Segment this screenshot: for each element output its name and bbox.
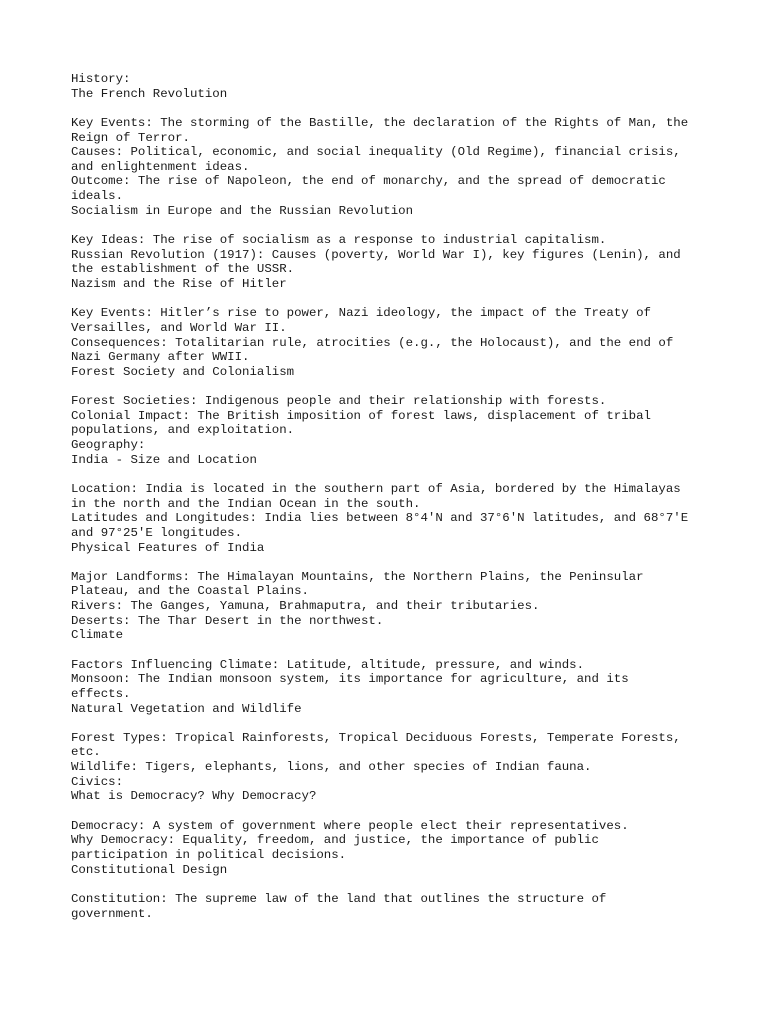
text-line: populations, and exploitation. — [71, 423, 295, 438]
text-line: participation in political decisions. — [71, 847, 347, 862]
blank-line — [71, 467, 731, 482]
text-line: and enlightenment ideas. — [71, 159, 250, 174]
text-line: Physical Features of India — [71, 540, 265, 555]
text-line: History: — [71, 72, 131, 86]
text-line: India - Size and Location — [71, 452, 257, 467]
text-line: Latitudes and Longitudes: India lies between 8°4'N and 37°6'N latitudes, and 68°7'E — [71, 511, 689, 526]
text-line: Nazi Germany after WWII. — [71, 350, 250, 365]
text-line: Causes: Political, economic, and social inequality (Old Regime), financial crisis, — [71, 145, 681, 160]
text-line: Versailles, and World War II. — [71, 320, 287, 335]
blank-line — [71, 218, 731, 233]
blank-line — [71, 643, 731, 658]
text-line: Monsoon: The Indian monsoon system, its importance for agriculture, and its — [71, 672, 629, 687]
text-line: What is Democracy? Why Democracy? — [71, 789, 317, 804]
text-line: Democracy: A system of government where people elect their representatives. — [71, 818, 629, 833]
text-line: Factors Influencing Climate: Latitude, altitude, pressure, and winds. — [71, 657, 585, 672]
text-line: Nazism and the Rise of Hitler — [71, 276, 287, 291]
text-line: The French Revolution — [71, 86, 228, 101]
text-line: Consequences: Totalitarian rule, atrocities (e.g., the Holocaust), and the end of — [71, 335, 674, 350]
text-line: Wildlife: Tigers, elephants, lions, and other species of Indian fauna. — [71, 760, 592, 775]
text-line: and 97°25'E longitudes. — [71, 525, 243, 540]
text-line: Deserts: The Thar Desert in the northwest. — [71, 613, 384, 628]
blank-line — [71, 804, 731, 819]
text-line: Reign of Terror. — [71, 130, 190, 145]
text-line: Rivers: The Ganges, Yamuna, Brahmaputra, and their tributaries. — [71, 599, 540, 614]
text-line: etc. — [71, 745, 101, 760]
text-line: Natural Vegetation and Wildlife — [71, 701, 302, 716]
text-line: ideals. — [71, 189, 124, 204]
blank-line — [71, 292, 731, 307]
document-body — [71, 72, 731, 921]
text-line: Climate — [71, 628, 124, 643]
text-line: Geography: — [71, 438, 146, 453]
text-line: the establishment of the USSR. — [71, 262, 295, 277]
text-line: Outcome: The rise of Napoleon, the end of monarchy, and the spread of democratic — [71, 174, 666, 189]
text-line: Key Events: The storming of the Bastille, the declaration of the Rights of Man, the — [71, 115, 689, 130]
text-line: Location: India is located in the southern part of Asia, bordered by the Himalayas — [71, 481, 681, 496]
blank-line — [71, 716, 731, 731]
text-line: Major Landforms: The Himalayan Mountains, the Northern Plains, the Peninsular — [71, 569, 644, 584]
text-line: Plateau, and the Coastal Plains. — [71, 584, 309, 599]
text-line: Why Democracy: Equality, freedom, and justice, the importance of public — [71, 833, 599, 848]
text-line: Forest Types: Tropical Rainforests, Tropical Deciduous Forests, Temperate Forests, — [71, 730, 681, 745]
blank-line — [71, 877, 731, 892]
text-line: in the north and the Indian Ocean in the south. — [71, 496, 421, 511]
text-line: effects. — [71, 686, 131, 701]
text-line: Forest Societies: Indigenous people and their relationship with forests. — [71, 394, 607, 409]
blank-line — [71, 101, 731, 116]
text-line: Socialism in Europe and the Russian Revolution — [71, 203, 414, 218]
text-line: Constitution: The supreme law of the land that outlines the structure of — [71, 891, 607, 906]
text-line: government. — [71, 906, 153, 921]
text-line: Key Ideas: The rise of socialism as a response to industrial capitalism. — [71, 233, 607, 248]
text-line: Forest Society and Colonialism — [71, 364, 295, 379]
text-line: Colonial Impact: The British imposition of forest laws, displacement of tribal — [71, 408, 651, 423]
text-line: Key Events: Hitler’s rise to power, Nazi ideology, the impact of the Treaty of — [71, 306, 651, 321]
text-line: Civics: — [71, 774, 124, 789]
blank-line — [71, 555, 731, 570]
text-line: Constitutional Design — [71, 862, 228, 877]
blank-line — [71, 379, 731, 394]
text-line: Russian Revolution (1917): Causes (poverty, World War I), key figures (Lenin), and — [71, 247, 681, 262]
